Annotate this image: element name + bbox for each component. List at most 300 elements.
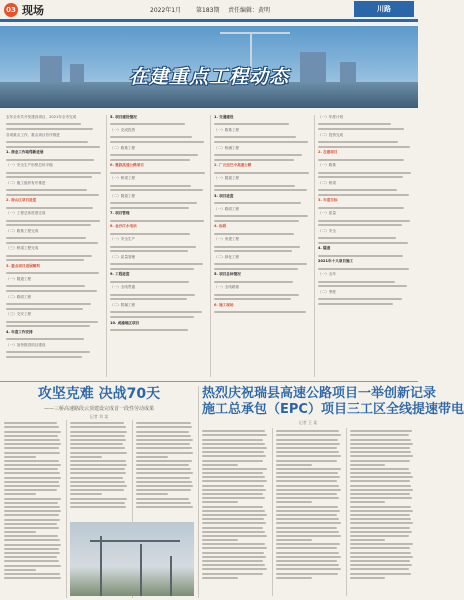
- body-text-line: [70, 502, 125, 504]
- body-text-line: [6, 356, 82, 358]
- body-text-line: [6, 290, 97, 292]
- body-text-line: [110, 207, 189, 209]
- photo-tower: [170, 556, 172, 596]
- column-text-line: 3. 重点项目进展顺利: [6, 264, 40, 269]
- column-text-line: 4. 隧道: [318, 246, 331, 251]
- masthead-logo: 川路: [354, 1, 414, 17]
- body-text-line: [136, 498, 189, 500]
- body-text-line: [110, 281, 189, 283]
- body-text-line: [4, 456, 36, 458]
- body-text-line: [318, 220, 410, 222]
- body-text-line: [276, 506, 338, 508]
- body-text-line: [110, 172, 205, 174]
- column-text-line: 各项重点工作，重点项目有序推进: [6, 132, 60, 137]
- body-text-line: [214, 281, 293, 283]
- body-text-line: [6, 303, 91, 305]
- body-text-line: [4, 535, 58, 537]
- body-text-line: [4, 502, 58, 504]
- body-text-line: [202, 522, 266, 524]
- body-text-line: [4, 460, 59, 462]
- column-text-line: 2. 广元至巴中高速公路: [214, 163, 252, 168]
- header-rule: [0, 19, 418, 22]
- body-text-line: [110, 159, 190, 161]
- article-right: [202, 386, 464, 598]
- body-text-line: [350, 506, 411, 508]
- editor-credit: 责任编辑：黄明: [228, 7, 271, 14]
- column-rule: [106, 115, 107, 377]
- body-text-line: [110, 185, 191, 187]
- column-text-line: （一）路基工程: [214, 127, 240, 132]
- body-text-line: [350, 443, 413, 445]
- body-text-line: [276, 439, 338, 441]
- body-text-line: [276, 464, 312, 466]
- body-text-line: [276, 527, 337, 529]
- body-text-line: [318, 237, 396, 239]
- body-text-line: [202, 485, 264, 487]
- body-text-line: [350, 460, 410, 462]
- column-text-line: （二）隧道工程: [110, 193, 136, 198]
- body-text-line: [110, 311, 202, 313]
- body-text-line: [276, 447, 337, 449]
- body-text-line: [4, 464, 61, 466]
- body-text-line: [350, 543, 413, 545]
- body-text-line: [6, 128, 93, 130]
- body-text-line: [214, 220, 299, 222]
- body-text-line: [6, 141, 88, 143]
- body-text-line: [6, 321, 98, 323]
- article-left-photo: [70, 522, 194, 596]
- body-text-line: [6, 207, 93, 209]
- body-text-line: [6, 325, 90, 327]
- body-text-line: [214, 154, 302, 156]
- body-text-line: [202, 489, 266, 491]
- body-text-line: [6, 189, 87, 191]
- issue-number: 第183期: [196, 7, 220, 14]
- article-right-col-2: [276, 428, 342, 596]
- body-text-line: [70, 426, 126, 428]
- body-text-line: [6, 220, 100, 222]
- column-text-line: （一）路基: [318, 163, 336, 168]
- body-text-line: [70, 485, 127, 487]
- body-text-line: [350, 472, 411, 474]
- body-text-line: [70, 468, 125, 470]
- body-text-line: [276, 493, 337, 495]
- body-text-line: [318, 268, 409, 270]
- body-text-line: [276, 522, 341, 524]
- body-text-line: [136, 431, 189, 433]
- body-text-line: [136, 481, 192, 483]
- column-rule: [346, 428, 347, 596]
- article-right-col-3: [350, 428, 414, 596]
- body-text-line: [70, 477, 123, 479]
- body-text-line: [136, 460, 192, 462]
- body-text-line: [110, 189, 203, 191]
- article-left-col-2: [70, 420, 128, 518]
- body-text-line: [6, 338, 84, 340]
- column-text-line: 3. 年度目标: [318, 198, 338, 203]
- body-text-line: [136, 464, 189, 466]
- body-text-line: [350, 476, 413, 478]
- text-column-1: [6, 115, 102, 377]
- body-text-line: [276, 543, 340, 545]
- column-text-line: 8. 金沙江水电站: [110, 224, 137, 229]
- body-text-line: [276, 472, 338, 474]
- body-text-line: [4, 477, 61, 479]
- column-text-line: （一）路面工程: [214, 206, 240, 211]
- body-text-line: [70, 506, 126, 508]
- body-text-line: [6, 176, 92, 178]
- body-text-line: [202, 497, 265, 499]
- column-text-line: 4. 标段: [214, 224, 227, 229]
- body-text-line: [276, 468, 341, 470]
- body-text-line: [136, 435, 191, 437]
- body-text-line: [70, 422, 124, 424]
- body-text-line: [136, 452, 193, 454]
- body-text-line: [4, 468, 58, 470]
- column-text-line: 9. 工程进度: [110, 272, 130, 277]
- body-text-line: [202, 455, 266, 457]
- body-text-line: [70, 439, 126, 441]
- body-text-line: [110, 268, 194, 270]
- body-text-line: [110, 233, 190, 235]
- column-text-line: （一）安全生产形势总体平稳: [6, 163, 53, 168]
- body-text-line: [318, 298, 402, 300]
- photo-tower: [140, 544, 142, 596]
- body-text-line: [110, 154, 198, 156]
- body-text-line: [350, 539, 385, 541]
- body-text-line: [4, 447, 59, 449]
- body-text-line: [318, 176, 403, 178]
- body-text-line: [276, 455, 341, 457]
- column-text-line: （一）加快推进项目建设: [6, 342, 46, 347]
- body-text-line: [70, 489, 124, 491]
- body-text-line: [6, 242, 98, 244]
- column-text-line: 1. 商业工作取得新进展: [6, 150, 44, 155]
- body-text-line: [318, 242, 408, 244]
- body-text-line: [4, 426, 59, 428]
- body-text-line: [214, 268, 298, 270]
- article-right-title-line1: 热烈庆祝瑞县高速公路项目一举创新记录: [202, 386, 437, 401]
- section-separator: [0, 381, 418, 382]
- section-title: 现场: [22, 4, 44, 17]
- body-text-line: [202, 552, 264, 554]
- body-text-line: [6, 285, 85, 287]
- body-text-line: [6, 146, 100, 148]
- photo-beam: [90, 540, 180, 542]
- column-text-line: （一）全年: [318, 272, 336, 277]
- body-text-line: [110, 141, 204, 143]
- body-text-line: [276, 514, 337, 516]
- body-text-line: [276, 460, 337, 462]
- body-text-line: [276, 535, 341, 537]
- body-text-line: [202, 556, 266, 558]
- column-text-line: 6. 施工现场: [214, 302, 234, 307]
- body-text-line: [70, 431, 127, 433]
- body-text-line: [350, 493, 410, 495]
- body-text-line: [214, 294, 299, 296]
- body-text-line: [202, 464, 238, 466]
- column-text-line: （二）绿化工程: [214, 254, 240, 259]
- column-rule: [210, 115, 211, 377]
- body-text-line: [214, 159, 294, 161]
- column-text-line: （二）路基工程: [110, 145, 136, 150]
- column-text-line: （二）季度: [318, 289, 336, 294]
- body-text-line: [350, 468, 409, 470]
- body-text-line: [350, 522, 413, 524]
- body-text-line: [6, 351, 90, 353]
- body-text-line: [4, 514, 59, 516]
- body-text-line: [202, 439, 263, 441]
- column-text-line: （一）桥梁工程: [110, 176, 136, 181]
- body-text-line: [70, 493, 102, 495]
- body-text-line: [4, 544, 61, 546]
- column-text-line: （三）交安工程: [6, 312, 32, 317]
- body-text-line: [214, 246, 300, 248]
- column-text-line: （一）房建工程: [214, 237, 240, 242]
- body-text-line: [4, 481, 59, 483]
- column-text-line: （一）年度计划: [318, 115, 344, 119]
- body-text-line: [350, 564, 412, 566]
- body-text-line: [318, 281, 395, 283]
- body-text-line: [276, 560, 337, 562]
- body-text-line: [276, 489, 341, 491]
- body-text-line: [6, 237, 86, 239]
- article-right-title-line2: 施工总承包（EPC）项目三工区全线提速带电: [202, 402, 464, 417]
- article-right-byline: 记者 王 某: [298, 420, 318, 425]
- body-text-line: [110, 316, 194, 318]
- body-text-line: [6, 308, 83, 310]
- body-text-line: [136, 468, 191, 470]
- body-text-line: [214, 189, 307, 191]
- hero-title: 在建重点工程动态: [128, 66, 289, 88]
- body-text-line: [350, 556, 413, 558]
- column-text-line: 7. 项目管理: [110, 211, 130, 216]
- text-column-2: [110, 115, 206, 377]
- body-text-line: [136, 493, 168, 495]
- column-text-line: （一）全线贯通: [110, 285, 136, 290]
- body-text-line: [276, 501, 312, 503]
- body-text-line: [136, 443, 190, 445]
- body-text-line: [350, 485, 411, 487]
- body-text-line: [70, 472, 126, 474]
- body-text-line: [350, 531, 412, 533]
- body-text-line: [276, 451, 339, 453]
- body-text-line: [202, 510, 265, 512]
- body-text-line: [202, 476, 265, 478]
- body-text-line: [350, 560, 410, 562]
- body-text-line: [214, 172, 309, 174]
- body-text-line: [4, 552, 60, 554]
- body-text-line: [136, 426, 192, 428]
- body-text-line: [6, 123, 81, 125]
- body-text-line: [202, 447, 267, 449]
- body-text-line: [276, 476, 340, 478]
- text-column-4: [318, 115, 412, 377]
- hero-crane: [220, 32, 290, 34]
- body-text-line: [110, 294, 195, 296]
- body-text-line: [110, 123, 185, 125]
- body-text-line: [4, 548, 59, 550]
- body-text-line: [136, 489, 191, 491]
- body-text-line: [4, 519, 60, 521]
- body-text-line: [202, 577, 238, 579]
- body-text-line: [276, 531, 339, 533]
- body-text-line: [70, 435, 125, 437]
- body-text-line: [350, 535, 409, 537]
- body-text-line: [6, 272, 99, 274]
- body-text-line: [318, 189, 397, 191]
- body-text-line: [136, 447, 192, 449]
- body-text-line: [214, 250, 292, 252]
- body-text-line: [318, 172, 411, 174]
- body-text-line: [350, 451, 411, 453]
- body-text-line: [4, 443, 61, 445]
- body-text-line: [136, 456, 168, 458]
- column-text-line: 5. 项目建设情况: [110, 115, 137, 119]
- body-text-line: [350, 527, 410, 529]
- body-text-line: [4, 452, 60, 454]
- column-text-line: （一）质量: [318, 211, 336, 216]
- page-number-badge: 03: [4, 3, 18, 17]
- column-text-line: 2021年十大项目施工: [318, 259, 354, 264]
- column-rule: [66, 420, 67, 598]
- body-text-line: [350, 510, 413, 512]
- body-text-line: [350, 439, 411, 441]
- body-text-line: [202, 547, 267, 549]
- body-text-line: [276, 434, 341, 436]
- body-text-line: [136, 439, 193, 441]
- body-text-line: [202, 501, 238, 503]
- body-text-line: [110, 136, 192, 138]
- column-text-line: 1. 交通建设: [214, 115, 234, 119]
- body-text-line: [318, 128, 404, 130]
- body-text-line: [110, 246, 196, 248]
- body-text-line: [214, 215, 308, 217]
- body-text-line: [276, 568, 341, 570]
- body-text-line: [70, 481, 125, 483]
- body-text-line: [4, 489, 57, 491]
- body-text-line: [202, 531, 265, 533]
- article-separator: [198, 386, 199, 598]
- body-text-line: [318, 159, 404, 161]
- body-text-line: [276, 547, 337, 549]
- body-text-line: [136, 477, 190, 479]
- body-text-line: [202, 506, 263, 508]
- body-text-line: [202, 543, 265, 545]
- column-text-line: （一）隧道工程: [6, 277, 32, 281]
- body-text-line: [110, 263, 203, 265]
- column-text-line: （一）完成投资: [110, 127, 136, 132]
- body-text-line: [136, 422, 191, 424]
- body-text-line: [110, 250, 188, 252]
- body-text-line: [70, 456, 102, 458]
- body-text-line: [202, 573, 263, 575]
- column-text-line: （二）路基工程完成: [6, 228, 39, 233]
- body-text-line: [276, 539, 312, 541]
- body-text-line: [70, 447, 125, 449]
- body-text-line: [276, 497, 339, 499]
- article-left-subtitle: ——三桥高速路段云顶建设完成首一段性劳动成果: [43, 406, 154, 412]
- body-text-line: [214, 136, 296, 138]
- body-text-line: [6, 194, 99, 196]
- body-text-line: [276, 518, 339, 520]
- body-text-line: [318, 255, 403, 257]
- body-text-line: [350, 501, 385, 503]
- body-text-line: [202, 443, 265, 445]
- body-text-line: [202, 430, 265, 432]
- column-text-line: （二）安全: [318, 228, 336, 233]
- body-text-line: [276, 573, 338, 575]
- body-text-line: [318, 303, 393, 305]
- body-text-line: [276, 552, 339, 554]
- body-text-line: [350, 552, 411, 554]
- body-text-line: [202, 527, 263, 529]
- body-text-line: [4, 569, 36, 571]
- body-text-line: [202, 493, 263, 495]
- body-text-line: [202, 539, 238, 541]
- body-text-line: [4, 556, 57, 558]
- body-text-line: [202, 560, 263, 562]
- column-text-line: （二）附属工程: [110, 302, 136, 307]
- column-text-line: （二）桥梁: [318, 180, 336, 185]
- body-text-line: [276, 564, 339, 566]
- body-text-line: [202, 564, 265, 566]
- body-text-line: [4, 531, 36, 533]
- body-text-line: [214, 123, 289, 125]
- body-text-line: [4, 493, 36, 495]
- body-text-line: [350, 568, 409, 570]
- body-text-line: [214, 233, 294, 235]
- body-text-line: [350, 577, 385, 579]
- column-text-line: （一）工程总体进度完成: [6, 211, 46, 216]
- body-text-line: [6, 172, 101, 174]
- body-text-line: [276, 485, 339, 487]
- body-text-line: [4, 573, 60, 575]
- body-text-line: [202, 460, 263, 462]
- body-text-line: [276, 430, 339, 432]
- body-text-line: [4, 577, 61, 579]
- body-text-line: [276, 510, 340, 512]
- body-text-line: [350, 447, 410, 449]
- body-text-line: [202, 518, 264, 520]
- body-text-line: [318, 285, 407, 287]
- column-text-line: 10. 成渝地区项目: [110, 320, 140, 325]
- body-text-line: [276, 480, 337, 482]
- body-text-line: [4, 565, 61, 567]
- body-text-line: [350, 455, 413, 457]
- body-text-line: [4, 560, 59, 562]
- body-text-line: [276, 577, 312, 579]
- body-text-line: [70, 460, 126, 462]
- hero-banner: [0, 26, 418, 108]
- body-text-line: [202, 514, 267, 516]
- column-rule: [314, 115, 315, 377]
- body-text-line: [202, 472, 263, 474]
- body-text-line: [110, 220, 204, 222]
- column-text-line: （二）质量管理: [110, 254, 136, 259]
- body-text-line: [350, 573, 411, 575]
- body-text-line: [202, 535, 267, 537]
- article-left-col-1: [4, 420, 62, 598]
- column-text-line: （二）路面工程: [6, 294, 32, 299]
- article-left-title: 攻坚克难 决战70天: [37, 386, 161, 402]
- body-text-line: [70, 464, 127, 466]
- body-text-line: [6, 224, 91, 226]
- body-text-line: [4, 498, 61, 500]
- column-text-line: （一）安全生产: [110, 237, 136, 242]
- body-text-line: [4, 435, 58, 437]
- body-text-line: [350, 497, 412, 499]
